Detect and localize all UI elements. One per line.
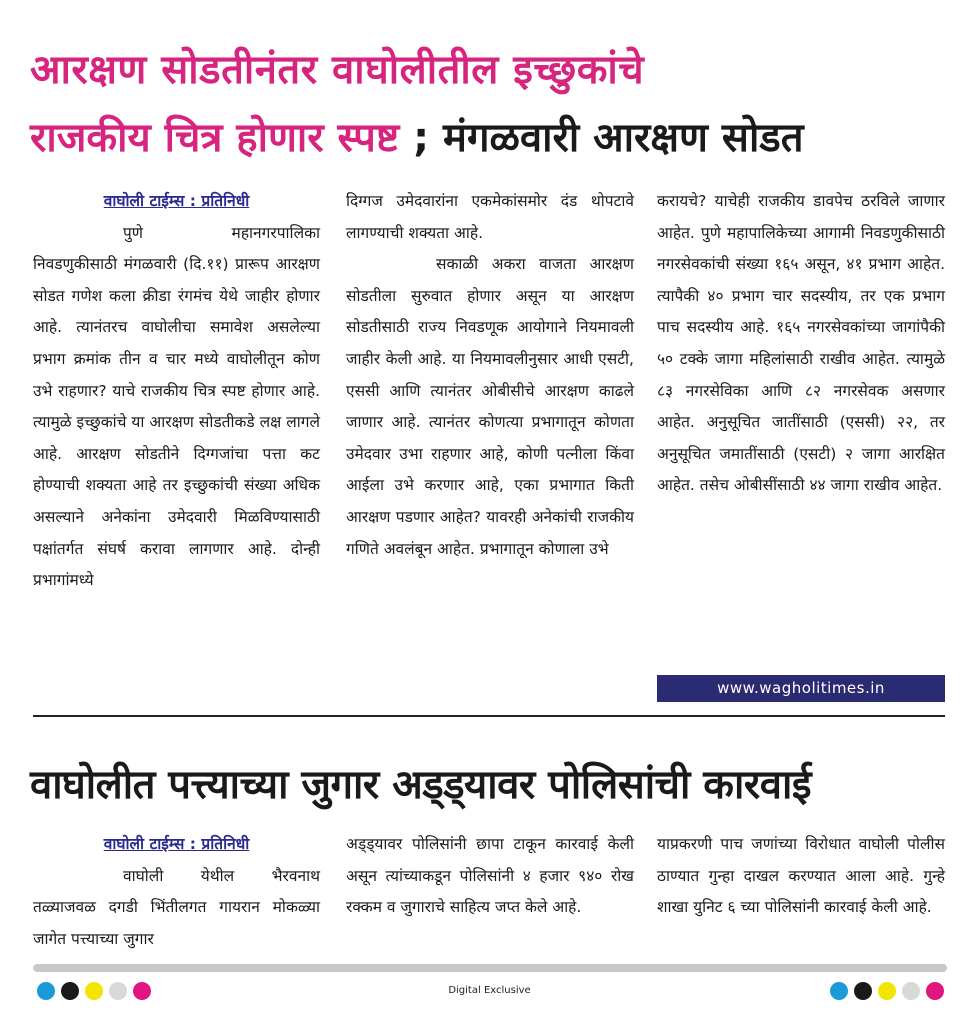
black-dot bbox=[854, 982, 872, 1000]
article1-col2-text-a: दिग्गज उमेदवारांना एकमेकांसमोर दंड थोपटावे लागण्याची शक्यता आहे. bbox=[346, 192, 634, 242]
article1-col2-text-b: सकाळी अकरा वाजता आरक्षण सोडतीला सुरुवात होणार असून या आरक्षण सोडतीसाठी राज्य निवडणूक आयोगाने नियमावली जाहीर केली आहे. या नियमावलीनुसार आधी एसटी, एससी आणि त्यानंतर ओबीसीचे आरक्षण काढले जाणार आहे. त्यानंतर कोणत्या प्रभागातून कोणता उमेदवार उभा राहणार आहे, कोणी पत्नीला किंवा आईला उभे करणार आहे, एका प्रभागात किती आरक्षण पडणार आहेत? यावरही अनेकांची राजकीय गणिते अवलंबून आहेत. प्रभागातून कोणाला उभे bbox=[346, 255, 634, 558]
article1-column-1 bbox=[33, 186, 320, 706]
article2-column-2 bbox=[346, 829, 634, 959]
article2-col3-text: याप्रकरणी पाच जणांच्या विरोधात वाघोली पोलीस ठाण्यात गुन्हा दाखल करण्यात आला आहे. गुन्हे शाखा युनिट ६ च्या पोलिसांनी कारवाई केली आहे. bbox=[657, 835, 945, 917]
article1-headline-line2-pink: राजकीय चित्र होणार स्पष्ट bbox=[30, 115, 400, 161]
cyan-dot bbox=[830, 982, 848, 1000]
article1-col3-text: करायचे? याचेही राजकीय डावपेच ठरविले जाणार आहेत. पुणे महापालिकेच्या आगामी निवडणुकीसाठी नगरसेवकांची संख्या १६५ असून, ४१ प्रभाग आहेत. त्यापैकी ४० प्रभाग चार सदस्यीय, तर एक प्रभाग पाच सदस्यीय आहे. १६५ नगरसेवकांच्या जागांपैकी ५० टक्के जागा महिलांसाठी राखीव आहेत. त्यामुळे ८३ नगरसेविका आणि ८२ नगरसेवक असणार आहेत. अनुसूचित जातींसाठी (एससी) २२, तर अनुसूचित जमातींसाठी (एसटी) २ जागा आरक्षित आहेत. तसेच ओबीसींसाठी ४४ जागा राखीव आहेत. bbox=[657, 192, 945, 495]
grey-dot bbox=[902, 982, 920, 1000]
website-banner[interactable]: www.wagholitimes.in bbox=[657, 675, 945, 702]
article1-headline-line2 bbox=[30, 108, 804, 163]
bottom-bar bbox=[33, 964, 947, 972]
section-divider bbox=[33, 715, 945, 717]
article1-col1-text: पुणे महानगरपालिका निवडणुकीसाठी मंगळवारी (दि.११) प्रारूप आरक्षण सोडत गणेश कला क्रीडा रंगमंच येथे जाहीर होणार आहे. त्यानंतरच वाघोलीचा समावेश असलेल्या प्रभाग क्रमांक तीन व चार मध्ये वाघोलीतून कोण उभे राहणार? याचे राजकीय चित्र स्पष्ट होणार आहे. त्यामुळे इच्छुकांचे या आरक्षण सोडतीकडे लक्ष लागले आहे. आरक्षण सोडतीने दिग्गजांचा पत्ता कट होण्याची शक्यता आहे तर इच्छुकांची संख्या अधिक असल्याने अनेकांना उमेदवारी मिळविण्यासाठी पक्षांतर्गत संघर्ष करावा लागणार आहे. दोन्ही प्रभागांमध्ये bbox=[33, 223, 320, 590]
article2-byline: वाघोली टाईम्स : प्रतिनिधी bbox=[103, 835, 250, 853]
article1-column-3 bbox=[657, 186, 945, 676]
article1-column-2 bbox=[346, 186, 634, 706]
article2-column-1 bbox=[33, 829, 320, 959]
article1-byline: वाघोली टाईम्स : प्रतिनिधी bbox=[103, 192, 250, 210]
article2-headline: वाघोलीत पत्त्याच्या जुगार अड्ड्यावर पोलिसांची कारवाई bbox=[30, 762, 811, 808]
magenta-dot bbox=[926, 982, 944, 1000]
registration-dots-right bbox=[830, 982, 944, 1000]
article2-col1-text: वाघोली येथील भैरवनाथ तळ्याजवळ दगडी भिंतीलगत गायरान मोकळ्या जागेत पत्त्याच्या जुगार bbox=[33, 866, 320, 948]
article1-headline-line2-dark: ; मंगळवारी आरक्षण सोडत bbox=[413, 115, 804, 161]
article1-headline-line1: आरक्षण सोडतीनंतर वाघोलीतील इच्छुकांचे bbox=[30, 47, 645, 93]
article2-col2-text: अड्ड्यावर पोलिसांनी छापा टाकून कारवाई केली असून त्यांच्याकडून पोलिसांनी ४ हजार ९४० रोख रक्कम व जुगाराचे साहित्य जप्त केले आहे. bbox=[346, 835, 634, 917]
footer-label: Digital Exclusive bbox=[448, 985, 531, 996]
article2-column-3 bbox=[657, 829, 945, 959]
yellow-dot bbox=[878, 982, 896, 1000]
